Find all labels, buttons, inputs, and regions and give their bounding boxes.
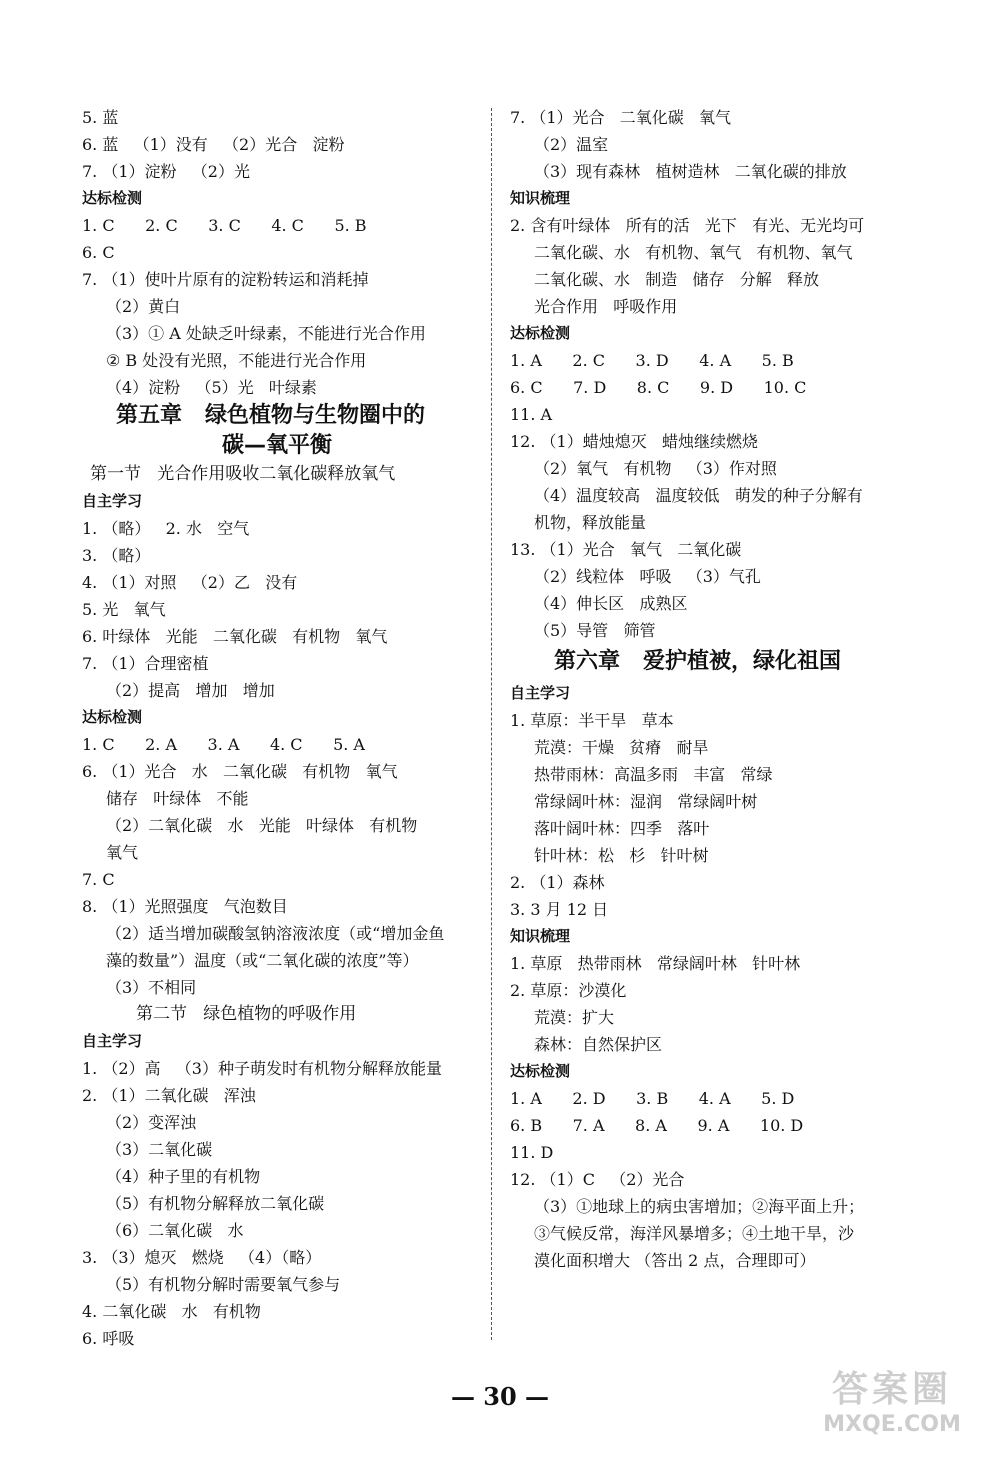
answer-line: 6. 呼吸 (82, 1329, 135, 1348)
answer-line-indented: 光合作用 呼吸作用 (534, 297, 678, 316)
watermark (792, 1361, 992, 1457)
subsection-title: 第一节 光合作用吸收二氧化碳释放氧气 (90, 464, 396, 484)
answer-line: 1. C 2. C 3. C 4. C 5. B (82, 216, 367, 235)
answer-line: 1. C 2. A 3. A 4. C 5. A (82, 735, 365, 754)
answer-line-indented: （3）现有森林 植树造林 二氧化碳的排放 (534, 162, 847, 181)
answer-line: 6. （1）光合 水 二氧化碳 有机物 氧气 (82, 762, 398, 781)
subsection-title: 第二节 绿色植物的呼吸作用 (136, 1004, 357, 1024)
answer-line-indented: （2）温室 (534, 135, 609, 154)
chapter-title: 第六章 爱护植被，绿化祖国 (554, 649, 841, 674)
answer-line-indented: ② B 处没有光照，不能进行光合作用 (106, 351, 367, 370)
left-column (82, 104, 482, 1352)
answer-line: 12. （1）蜡烛熄灭 蜡烛继续燃烧 (510, 432, 758, 451)
answer-line-indented: 针叶林：松 杉 针叶树 (534, 846, 709, 865)
answer-line-indented: （6）二氧化碳 水 (106, 1221, 244, 1240)
answer-line-indented: （5）有机物分解释放二氧化碳 (106, 1194, 325, 1213)
answer-line: 1. （2）高 （3）种子萌发时有机物分解释放能量 (82, 1059, 442, 1078)
answer-line: 6. B 7. A 8. A 9. A 10. D (510, 1116, 804, 1135)
answer-line: 1. 草原 热带雨林 常绿阔叶林 针叶林 (510, 954, 801, 973)
answer-line: 6. 蓝 （1）没有 （2）光合 淀粉 (82, 135, 345, 154)
answer-line-indented: 二氧化碳、水 有机物、氧气 有机物、氧气 (534, 243, 853, 262)
answer-line-indented: （4）温度较高 温度较低 萌发的种子分解有 (534, 486, 863, 505)
answer-line: 2. （1）二氧化碳 浑浊 (82, 1086, 256, 1105)
watermark-logo: 答案圈 (831, 1369, 952, 1410)
page-number: — 30 — (450, 1382, 550, 1411)
answer-line-indented: （2）变浑浊 (106, 1113, 197, 1132)
answer-line-indented: 热带雨林：高温多雨 丰富 常绿 (534, 765, 773, 784)
answer-line-indented: 藻的数量”）温度（或“二氧化碳的浓度”等） (106, 951, 419, 970)
section-heading: 达标检测 (82, 189, 143, 207)
answer-line-indented: （4）伸长区 成熟区 (534, 594, 688, 613)
answer-line: 3. （3）熄灭 燃烧 （4）（略） (82, 1248, 322, 1267)
answer-line: 2. 含有叶绿体 所有的活 光下 有光、无光均可 (510, 216, 865, 235)
answer-line: 12. （1）C （2）光合 (510, 1170, 685, 1189)
answer-line-indented: 机物，释放能量 (534, 513, 647, 532)
answer-line-indented: （2）适当增加碳酸氢钠溶液浓度（或“增加金鱼 (106, 924, 445, 943)
answer-line-indented: 荒漠：扩大 (534, 1008, 615, 1027)
section-heading: 自主学习 (82, 1032, 143, 1050)
section-heading: 达标检测 (510, 324, 571, 342)
answer-line-indented: （2）线粒体 呼吸 （3）气孔 (534, 567, 761, 586)
answer-line: 8. （1）光照强度 气泡数目 (82, 897, 288, 916)
answer-line: 13. （1）光合 氧气 二氧化碳 (510, 540, 742, 559)
column-divider (491, 108, 492, 1340)
answer-line-indented: 漠化面积增大 （答出 2 点，合理即可） (534, 1251, 816, 1270)
answer-line-indented: （3）二氧化碳 (106, 1140, 213, 1159)
answer-line: 7. C (82, 870, 115, 889)
answer-line: 3. （略） (82, 546, 151, 565)
section-heading: 知识梳理 (510, 189, 571, 207)
section-heading: 达标检测 (510, 1062, 571, 1080)
answer-line-indented: （2）二氧化碳 水 光能 叶绿体 有机物 (106, 816, 418, 835)
answer-line: 1. （略） 2. 水 空气 (82, 519, 250, 538)
answer-line: 7. （1）淀粉 （2）光 (82, 162, 250, 181)
answer-line: 5. 光 氧气 (82, 600, 166, 619)
answer-line: 4. （1）对照 （2）乙 没有 (82, 573, 298, 592)
answer-line-indented: 森林：自然保护区 (534, 1035, 663, 1054)
answer-line-indented: 落叶阔叶林：四季 落叶 (534, 819, 710, 838)
answer-line-indented: （2）黄白 (106, 297, 181, 316)
answer-line: 4. 二氧化碳 水 有机物 (82, 1302, 261, 1321)
answer-line: 1. A 2. D 3. B 4. A 5. D (510, 1089, 795, 1108)
answer-line: 7. （1）合理密植 (82, 654, 209, 673)
answer-line-indented: ③气候反常，海洋风暴增多；④土地干旱，沙 (534, 1224, 855, 1243)
answer-line: 11. D (510, 1143, 554, 1162)
answer-line: 7. （1）光合 二氧化碳 氧气 (510, 108, 732, 127)
answer-line: 6. 叶绿体 光能 二氧化碳 有机物 氧气 (82, 627, 388, 646)
chapter-title: 碳—氧平衡 (222, 433, 333, 458)
answer-line-indented: （4）种子里的有机物 (106, 1167, 261, 1186)
answer-line: 2. 草原：沙漠化 (510, 981, 627, 1000)
answer-line-indented: 氧气 (106, 843, 139, 862)
answer-line: 2. （1）森林 (510, 873, 605, 892)
answer-line-indented: 常绿阔叶林：湿润 常绿阔叶树 (534, 792, 758, 811)
answer-line: 3. 3 月 12 日 (510, 900, 609, 919)
answer-line-indented: （5）有机物分解时需要氧气参与 (106, 1275, 341, 1294)
answer-line-indented: （3）①地球上的病虫害增加；②海平面上升； (534, 1197, 865, 1216)
section-heading: 自主学习 (510, 684, 571, 702)
answer-line-indented: （2）氧气 有机物 （3）作对照 (534, 459, 777, 478)
answer-line: 7. （1）使叶片原有的淀粉转运和消耗掉 (82, 270, 369, 289)
answer-line-indented: （2）提高 增加 增加 (106, 681, 275, 700)
chapter-title: 第五章 绿色植物与生物圈中的 (116, 403, 425, 428)
answer-line: 6. C (82, 243, 115, 262)
answer-line-indented: 二氧化碳、水 制造 储存 分解 释放 (534, 270, 820, 289)
answer-line-indented: （3）不相同 (106, 978, 197, 997)
answer-line: 5. 蓝 (82, 108, 119, 127)
answer-line: 6. C 7. D 8. C 9. D 10. C (510, 378, 807, 397)
answer-line-indented: （5）导管 筛管 (534, 621, 656, 640)
answer-line-indented: 荒漠：干燥 贫瘠 耐旱 (534, 738, 709, 757)
answer-line-indented: 储存 叶绿体 不能 (106, 789, 249, 808)
answer-line: 11. A (510, 405, 553, 424)
answer-line: 1. 草原：半干旱 草本 (510, 711, 674, 730)
answer-line: 1. A 2. C 3. D 4. A 5. B (510, 351, 794, 370)
section-heading: 达标检测 (82, 708, 143, 726)
right-column (510, 104, 930, 1274)
section-heading: 知识梳理 (510, 927, 571, 945)
answer-line-indented: （3）① A 处缺乏叶绿素，不能进行光合作用 (106, 324, 426, 343)
section-heading: 自主学习 (82, 492, 143, 510)
answer-line-indented: （4）淀粉 （5）光 叶绿素 (106, 378, 317, 397)
watermark-site: MXQE.COM (823, 1412, 961, 1437)
